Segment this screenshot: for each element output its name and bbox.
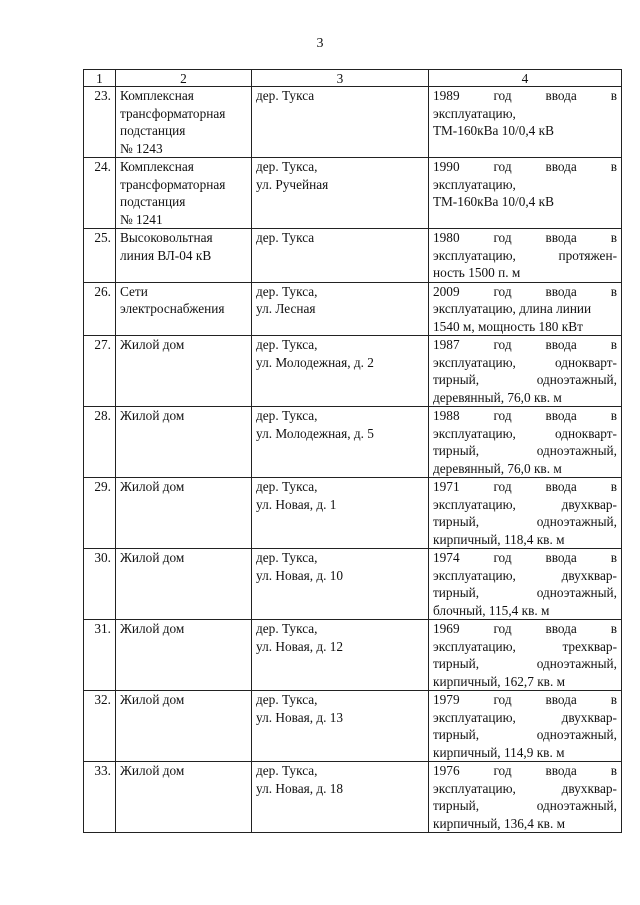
description-word: 1980	[433, 230, 460, 245]
object-address	[252, 407, 429, 478]
description-word: год	[493, 763, 512, 778]
description-line	[433, 673, 617, 691]
description-line	[433, 780, 617, 798]
description-word: ввода	[545, 408, 577, 423]
row-number: 23.	[84, 87, 116, 158]
table-row	[84, 87, 622, 158]
description-word: в	[610, 159, 617, 174]
description-line	[433, 229, 617, 247]
object-name-line: трансформаторная	[120, 105, 226, 121]
description-word: 1540 м, мощность 180 кВт	[433, 318, 583, 334]
description-word: ввода	[545, 230, 577, 245]
description-word: год	[493, 337, 512, 352]
description-word: год	[493, 159, 512, 174]
description-word: эксплуатацию,	[433, 780, 516, 796]
description-word: одноэтажный,	[536, 372, 617, 387]
description-line	[433, 762, 617, 780]
description-word: в	[610, 479, 617, 494]
description-line	[433, 354, 617, 372]
object-description	[429, 336, 622, 407]
description-word: эксплуатацию,	[433, 638, 516, 654]
description-line	[433, 176, 617, 194]
description-word: в	[610, 408, 617, 423]
table-row	[84, 158, 622, 229]
description-word: год	[493, 550, 512, 565]
description-word: кирпичный, 162,7 кв. м	[433, 673, 566, 689]
description-word: кирпичный, 136,4 кв. м	[433, 815, 566, 831]
row-number: 29.	[84, 478, 116, 549]
description-word: однокварт-	[555, 425, 617, 441]
description-word: ввода	[545, 479, 577, 494]
description-line	[433, 549, 617, 567]
table-row	[84, 620, 622, 691]
description-word: эксплуатацию,	[433, 247, 516, 263]
object-name-line: Жилой дом	[120, 408, 185, 423]
description-word: год	[493, 88, 512, 103]
description-word: двухквар-	[561, 780, 617, 796]
description-word: двухквар-	[561, 496, 617, 512]
description-word: кирпичный, 114,9 кв. м	[433, 744, 565, 760]
object-name-line: № 1243	[120, 140, 163, 156]
description-word: тирный,	[433, 798, 480, 813]
object-address	[252, 691, 429, 762]
description-word: ТМ-160кВа 10/0,4 кВ	[433, 123, 554, 138]
object-address	[252, 478, 429, 549]
description-word: кирпичный, 118,4 кв. м	[433, 531, 565, 547]
description-word: 1969	[433, 621, 460, 636]
object-name-line: подстанция	[120, 123, 186, 138]
description-line	[433, 638, 617, 656]
object-name	[116, 762, 252, 833]
object-name	[116, 158, 252, 229]
table-body	[84, 87, 622, 833]
object-name-line: трансформаторная	[120, 176, 226, 192]
description-line	[433, 602, 617, 620]
description-line	[433, 442, 617, 460]
description-word: двухквар-	[561, 709, 617, 725]
table-row	[84, 478, 622, 549]
address-line: ул. Ручейная	[256, 176, 329, 192]
description-word: год	[493, 230, 512, 245]
object-name-line: Комплексная	[120, 88, 194, 103]
address-line: дер. Тукса,	[256, 337, 318, 352]
description-word: блочный, 115,4 кв. м	[433, 602, 550, 618]
table-row	[84, 762, 622, 833]
page-number: 3	[316, 36, 324, 51]
object-address	[252, 549, 429, 620]
description-line	[433, 797, 617, 815]
description-line	[433, 478, 617, 496]
description-line	[433, 193, 617, 211]
object-name	[116, 691, 252, 762]
description-word: в	[610, 763, 617, 778]
object-name	[116, 620, 252, 691]
description-word: ввода	[545, 88, 577, 103]
row-number: 30.	[84, 549, 116, 620]
description-line	[433, 300, 617, 318]
address-line: дер. Тукса	[256, 230, 315, 245]
description-word: в	[610, 230, 617, 245]
object-address	[252, 762, 429, 833]
row-number: 24.	[84, 158, 116, 229]
description-word: в	[610, 550, 617, 565]
table-header-row	[84, 70, 622, 87]
header-col-1: 1	[84, 70, 116, 87]
description-line	[433, 336, 617, 354]
description-word: тирный,	[433, 656, 480, 671]
object-name-line: электроснабжения	[120, 301, 225, 316]
description-word: тирный,	[433, 514, 480, 529]
description-word: двухквар-	[561, 567, 617, 583]
object-description	[429, 407, 622, 478]
address-line: дер. Тукса,	[256, 479, 318, 494]
description-word: в	[610, 337, 617, 352]
description-line	[433, 567, 617, 585]
object-description	[429, 762, 622, 833]
description-word: 1990	[433, 159, 460, 174]
address-line: ул. Новая, д. 1	[256, 496, 337, 512]
object-name-line: Жилой дом	[120, 763, 185, 778]
table-row	[84, 229, 622, 283]
description-line	[433, 691, 617, 709]
description-word: год	[493, 408, 512, 423]
object-address	[252, 620, 429, 691]
description-word: 1988	[433, 408, 460, 423]
description-word: эксплуатацию,	[433, 496, 516, 512]
description-line	[433, 389, 617, 407]
description-word: тирный,	[433, 727, 480, 742]
description-word: ввода	[545, 763, 577, 778]
object-name-line: линия ВЛ-04 кВ	[120, 247, 212, 263]
object-name-line: Жилой дом	[120, 550, 185, 565]
description-line	[433, 425, 617, 443]
description-line	[433, 620, 617, 638]
description-word: год	[493, 479, 512, 494]
object-description	[429, 87, 622, 158]
description-word: эксплуатацию,	[433, 105, 516, 121]
description-line	[433, 815, 617, 833]
description-line	[433, 655, 617, 673]
row-number: 33.	[84, 762, 116, 833]
address-line: дер. Тукса,	[256, 692, 318, 707]
description-word: ввода	[545, 337, 577, 352]
address-line: ул. Новая, д. 13	[256, 709, 344, 725]
description-line	[433, 531, 617, 549]
description-word: одноэтажный,	[536, 656, 617, 671]
address-line: ул. Молодежная, д. 5	[256, 425, 374, 441]
object-description	[429, 620, 622, 691]
row-number: 32.	[84, 691, 116, 762]
description-line	[433, 460, 617, 478]
address-line: дер. Тукса,	[256, 159, 318, 174]
object-description	[429, 282, 622, 336]
row-number: 28.	[84, 407, 116, 478]
description-word: эксплуатацию,	[433, 709, 516, 725]
row-number: 26.	[84, 282, 116, 336]
address-line: дер. Тукса,	[256, 283, 318, 299]
object-name-line: № 1241	[120, 211, 163, 227]
description-word: одноэтажный,	[536, 798, 617, 813]
object-address	[252, 229, 429, 283]
description-line	[433, 496, 617, 514]
row-number: 27.	[84, 336, 116, 407]
description-line	[433, 87, 617, 105]
description-line	[433, 105, 617, 123]
object-name	[116, 549, 252, 620]
address-line: дер. Тукса,	[256, 550, 318, 565]
description-word: год	[493, 621, 512, 636]
description-word: 1971	[433, 479, 460, 494]
description-word: ввода	[545, 621, 577, 636]
description-word: ввода	[545, 159, 577, 174]
description-word: однокварт-	[555, 354, 617, 370]
description-word: 1989	[433, 88, 460, 103]
object-name	[116, 282, 252, 336]
description-word: эксплуатацию,	[433, 567, 516, 583]
description-word: одноэтажный,	[536, 514, 617, 529]
address-line: дер. Тукса,	[256, 408, 318, 423]
description-word: 1974	[433, 550, 460, 565]
description-line	[433, 158, 617, 176]
header-col-4: 4	[429, 70, 622, 87]
description-word: одноэтажный,	[536, 585, 617, 600]
description-line	[433, 264, 617, 282]
description-word: ввода	[545, 550, 577, 565]
object-name-line: Жилой дом	[120, 479, 185, 494]
address-line: ул. Лесная	[256, 301, 316, 316]
object-name-line: Комплексная	[120, 159, 194, 174]
address-line: дер. Тукса,	[256, 763, 318, 778]
description-word: одноэтажный,	[536, 727, 617, 742]
object-name-line: Жилой дом	[120, 621, 185, 636]
description-word: ТМ-160кВа 10/0,4 кВ	[433, 194, 554, 209]
description-word: тирный,	[433, 372, 480, 387]
table-row	[84, 549, 622, 620]
object-name-line: Сети	[120, 283, 148, 299]
object-address	[252, 158, 429, 229]
object-name-line: Жилой дом	[120, 692, 185, 707]
object-description	[429, 158, 622, 229]
description-word: год	[493, 692, 512, 707]
table-row	[84, 691, 622, 762]
address-line: ул. Новая, д. 18	[256, 780, 344, 796]
address-line: ул. Новая, д. 10	[256, 567, 344, 583]
property-registry-table	[83, 69, 622, 833]
description-line	[433, 513, 617, 531]
object-address	[252, 282, 429, 336]
description-line	[433, 407, 617, 425]
object-description	[429, 549, 622, 620]
object-name-line: Высоковольтная	[120, 230, 213, 245]
description-line	[433, 122, 617, 140]
description-word: одноэтажный,	[536, 443, 617, 458]
object-name	[116, 407, 252, 478]
description-word: протяжен-	[558, 247, 617, 263]
object-description	[429, 229, 622, 283]
object-address	[252, 336, 429, 407]
object-name-line: подстанция	[120, 194, 186, 209]
description-word: ность 1500 п. м	[433, 265, 521, 280]
description-word: 1976	[433, 763, 460, 778]
description-word: эксплуатацию,	[433, 425, 516, 441]
description-word: эксплуатацию, длина линии	[433, 301, 592, 316]
description-word: в	[610, 88, 617, 103]
description-word: тирный,	[433, 585, 480, 600]
description-line	[433, 283, 617, 301]
description-word: деревянный, 76,0 кв. м	[433, 389, 562, 405]
description-line	[433, 247, 617, 265]
description-line	[433, 318, 617, 336]
description-word: ввода	[545, 283, 577, 299]
description-word: в	[610, 283, 617, 299]
description-word: ввода	[545, 692, 577, 707]
row-number: 25.	[84, 229, 116, 283]
object-description	[429, 478, 622, 549]
object-address	[252, 87, 429, 158]
address-line: ул. Молодежная, д. 2	[256, 354, 374, 370]
description-word: трехквар-	[562, 638, 617, 654]
object-name	[116, 336, 252, 407]
description-line	[433, 709, 617, 727]
address-line: ул. Новая, д. 12	[256, 638, 344, 654]
description-word: 2009	[433, 283, 460, 299]
description-line	[433, 371, 617, 389]
description-word: тирный,	[433, 443, 480, 458]
description-line	[433, 744, 617, 762]
object-name	[116, 229, 252, 283]
description-word: деревянный, 76,0 кв. м	[433, 460, 562, 476]
object-name	[116, 478, 252, 549]
object-name-line: Жилой дом	[120, 337, 185, 352]
description-word: в	[610, 692, 617, 707]
object-name	[116, 87, 252, 158]
description-word: в	[610, 621, 617, 636]
table-row	[84, 407, 622, 478]
description-line	[433, 584, 617, 602]
description-line	[433, 726, 617, 744]
table-row	[84, 336, 622, 407]
row-number: 31.	[84, 620, 116, 691]
description-word: год	[493, 283, 512, 299]
address-line: дер. Тукса	[256, 88, 315, 103]
address-line: дер. Тукса,	[256, 621, 318, 636]
description-word: 1987	[433, 337, 460, 352]
header-col-3: 3	[252, 70, 429, 87]
header-col-2: 2	[116, 70, 252, 87]
description-word: 1979	[433, 692, 460, 707]
object-description	[429, 691, 622, 762]
description-word: эксплуатацию,	[433, 354, 516, 370]
table-row	[84, 282, 622, 336]
description-word: эксплуатацию,	[433, 176, 516, 192]
